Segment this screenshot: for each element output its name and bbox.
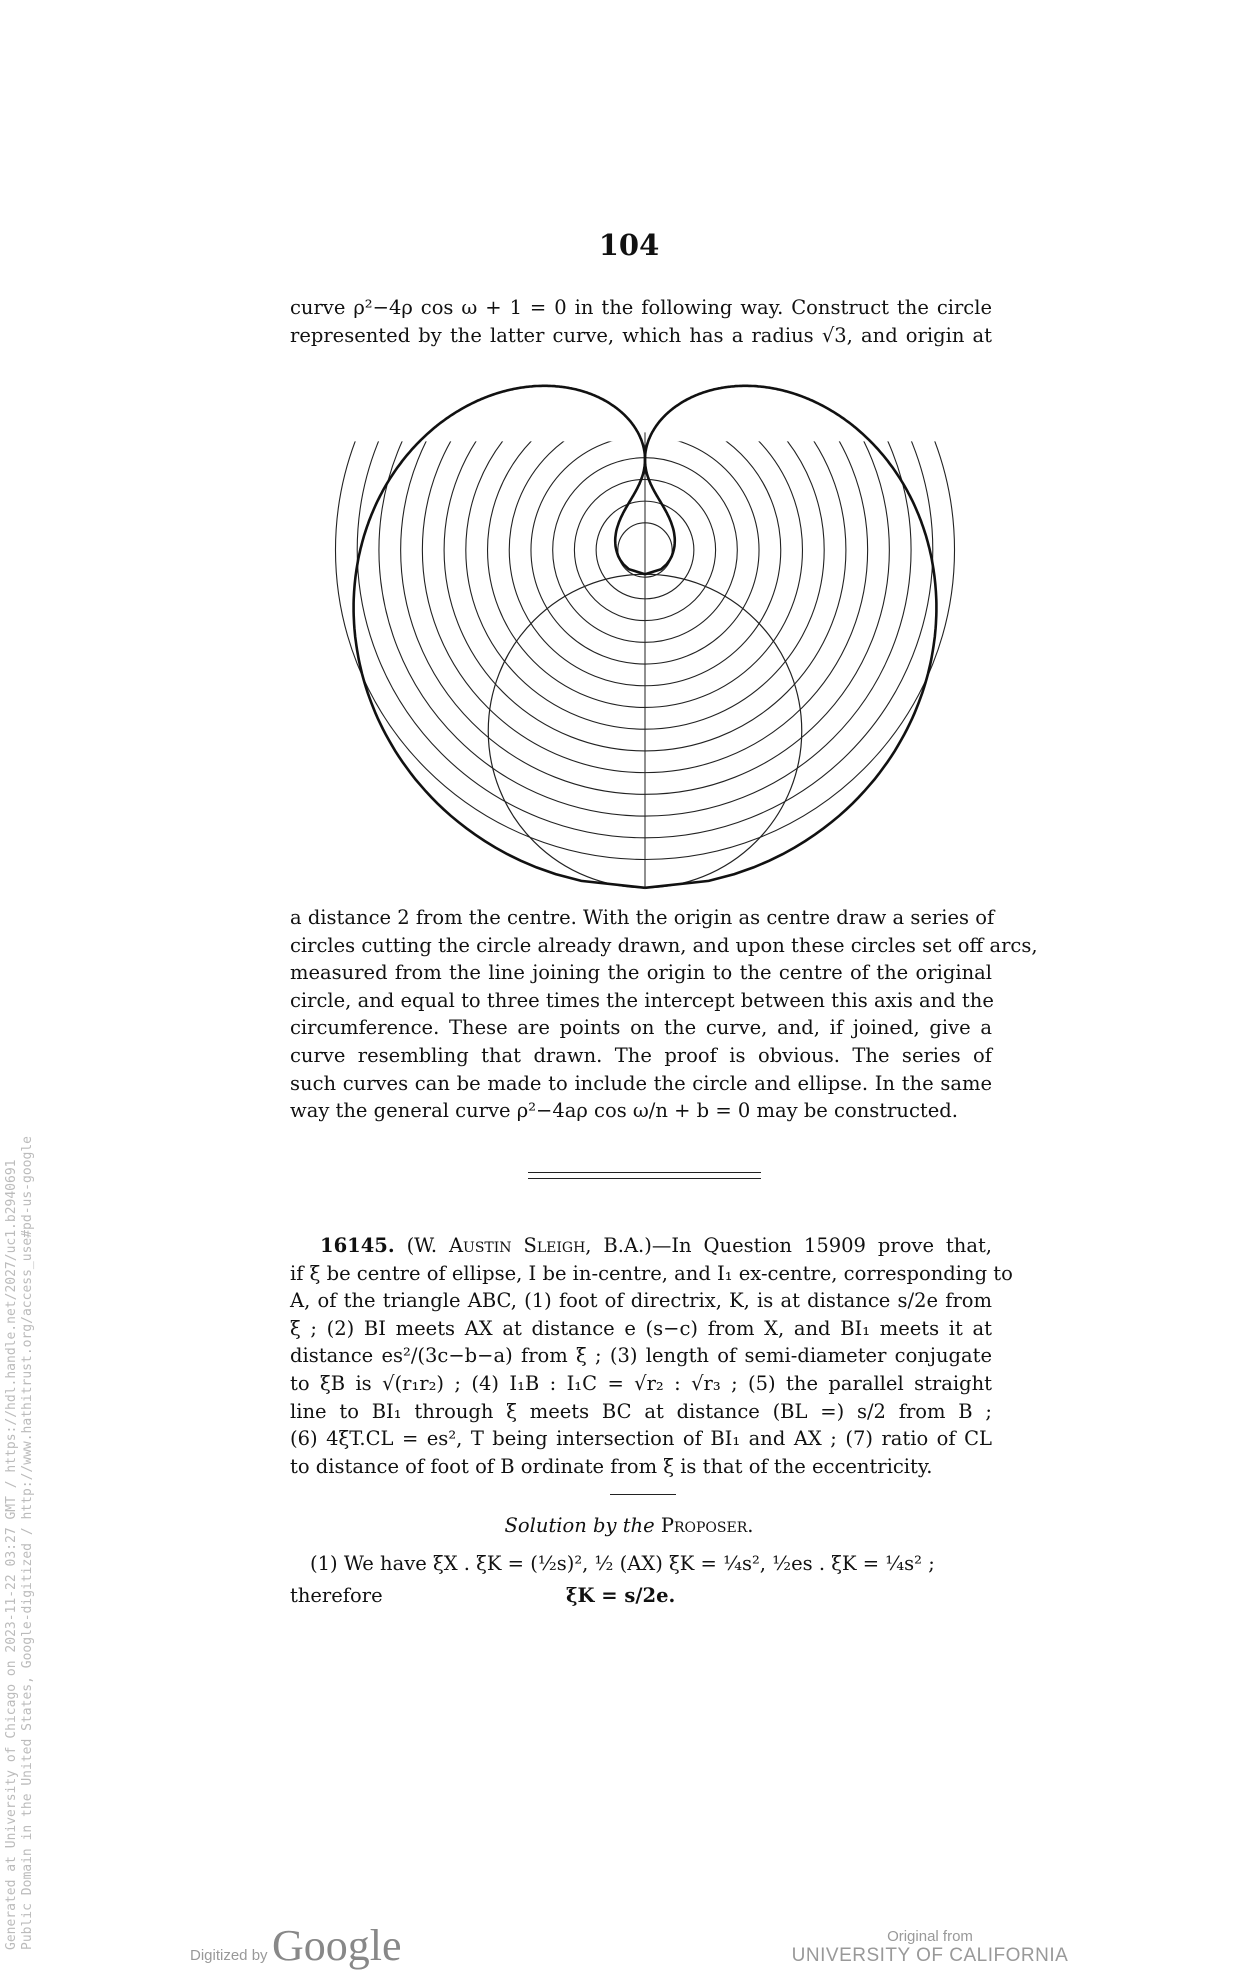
- text-line: if ξ be centre of ellipse, I be in-centre, and I₁ ex-centre, corresponding to: [290, 1261, 1013, 1285]
- solution-therefore: therefore: [290, 1584, 383, 1607]
- solution-heading: [0, 1514, 1258, 1537]
- page-number: 104: [598, 228, 660, 262]
- text-line: measured from the line joining the origin to the centre of the original: [290, 961, 992, 985]
- text-line: distance es²/(3c−b−a) from ξ ; (3) length of semi-diameter conjugate: [290, 1344, 992, 1368]
- text-line: a distance 2 from the centre. With the origin as centre draw a series of: [290, 906, 995, 929]
- text-line: way the general curve ρ²−4aρ cos ω/n + b = 0 may be constructed.: [290, 1099, 958, 1123]
- solution-result: ξK = s/2e.: [566, 1584, 676, 1607]
- text-line: line to BI₁ through ξ meets BC at distance (BL =) s/2 from B ;: [290, 1399, 992, 1423]
- university-label: UNIVERSITY OF CALIFORNIA: [791, 1945, 1069, 1966]
- question-number: 16145.: [320, 1234, 395, 1257]
- digitized-by-label: Digitized by: [190, 1947, 268, 1964]
- original-from-label: Original from: [887, 1928, 973, 1945]
- hathitrust-stamp-2: Public Domain in the United States, Google-digitized / http://www.hathitrust.org/access_use#pd-us-google: [20, 1136, 35, 1950]
- divider-rule: [528, 1178, 761, 1179]
- solution-heading-proposer: Proposer.: [660, 1514, 754, 1537]
- short-rule: [610, 1494, 676, 1495]
- text-line: —In Question 15909 prove that,: [651, 1234, 992, 1257]
- digitized-by-google: [190, 1920, 402, 1971]
- text-line: to distance of foot of B ordinate from ξ is that of the eccentricity.: [290, 1454, 933, 1478]
- explanation-paragraph: [290, 904, 1038, 1125]
- text-line: represented by the latter curve, which has a radius √3, and origin at: [290, 323, 992, 347]
- text-line: curve ρ²−4ρ cos ω + 1 = 0 in the following way. Construct the circle: [290, 296, 992, 319]
- question-header-line: [290, 1232, 992, 1260]
- original-from: [780, 1928, 1080, 1967]
- solution-heading-italic: Solution by the: [504, 1514, 655, 1537]
- solution-line-1: (1) We have ξX . ξK = (½s)², ½ (AX) ξK = ¼s², ½es . ξK = ¼s² ;: [310, 1552, 935, 1575]
- divider-rule: [528, 1172, 761, 1173]
- question-author: (W. Austin Sleigh, B.A.): [406, 1234, 652, 1257]
- text-line: to ξB is √(r₁r₂) ; (4) I₁B : I₁C = √r₂ : √r₃ ; (5) the parallel straight: [290, 1371, 992, 1395]
- text-line: such curves can be made to include the circle and ellipse. In the same: [290, 1071, 992, 1095]
- question-16145: [290, 1232, 1013, 1480]
- text-line: A, of the triangle ABC, (1) foot of directrix, K, is at distance s/2e from: [290, 1289, 992, 1313]
- hathitrust-stamp-1: Generated at University of Chicago on 2023-11-22 03:27 GMT / https://hdl.handle.net/2027/uc1.b2940691: [4, 1159, 19, 1950]
- text-line: (6) 4ξT.CL = es², T being intersection of BI₁ and AX ; (7) ratio of CL: [290, 1427, 992, 1451]
- text-line: circles cutting the circle already drawn, and upon these circles set off arcs,: [290, 933, 1038, 957]
- text-line: curve resembling that drawn. The proof is obvious. The series of: [290, 1043, 992, 1067]
- text-line: ξ ; (2) BI meets AX at distance e (s−c) from X, and BI₁ meets it at: [290, 1316, 992, 1340]
- text-line: circumference. These are points on the curve, and, if joined, give a: [290, 1016, 992, 1040]
- google-logo: Google: [272, 1921, 402, 1970]
- text-line: circle, and equal to three times the intercept between this axis and the: [290, 988, 994, 1012]
